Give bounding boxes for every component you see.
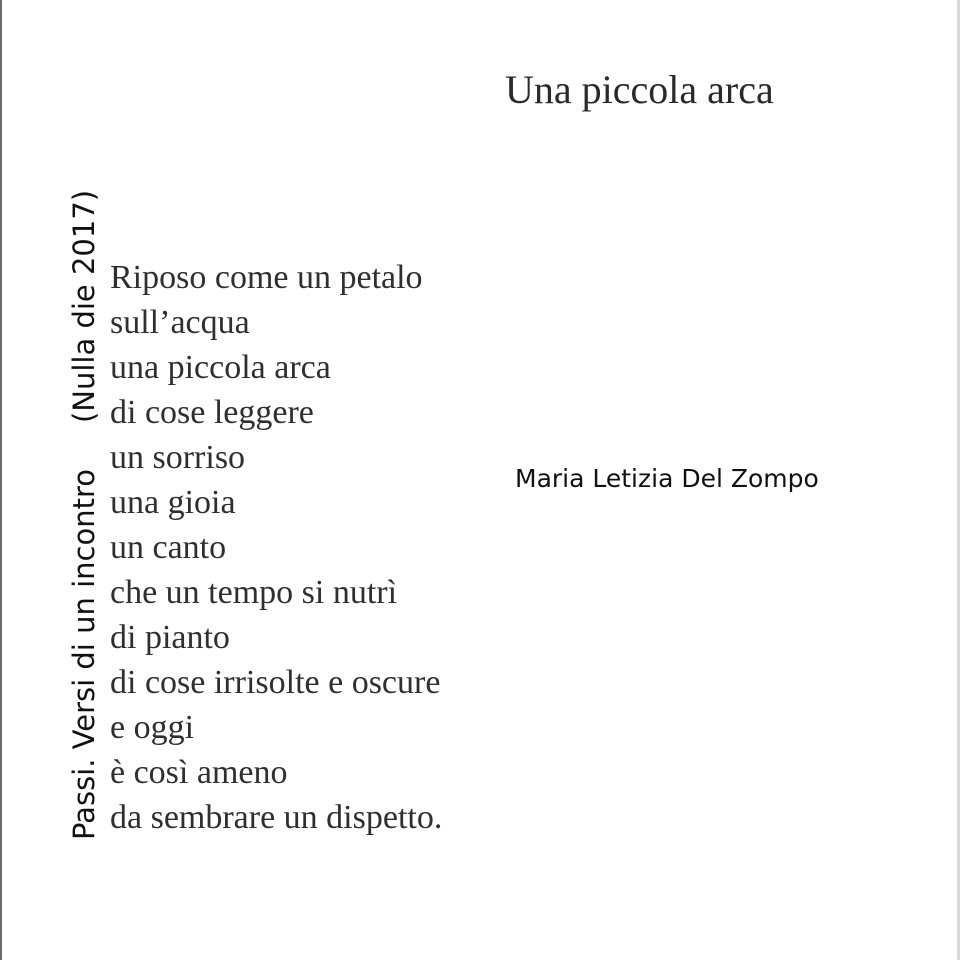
poem-line: di pianto — [110, 619, 230, 656]
poem-line: è così ameno — [110, 754, 288, 791]
collection-title: Passi. Versi di un incontro — [67, 469, 101, 840]
poem-line: una gioia — [110, 484, 236, 521]
poem-line: di cose irrisolte e oscure — [110, 664, 441, 701]
poem-line: Riposo come un petalo — [110, 259, 423, 296]
poem-line: sull’acqua — [110, 304, 250, 341]
poem-line: un canto — [110, 529, 227, 566]
poem-line: di cose leggere — [110, 394, 314, 431]
publisher-note: (Nulla die 2017) — [67, 189, 101, 424]
poem-line: e oggi — [110, 709, 195, 746]
page-left-edge — [0, 0, 2, 960]
poem-line: da sembrare un dispetto. — [110, 799, 443, 836]
poem-line: una piccola arca — [110, 349, 331, 386]
author-name: Maria Letizia Del Zompo — [515, 464, 819, 493]
vertical-caption — [67, 189, 101, 840]
poem-body — [110, 255, 442, 840]
poem-title: Una piccola arca — [505, 67, 774, 112]
poem-line: un sorriso — [110, 439, 246, 476]
poem-line: che un tempo si nutrì — [110, 574, 398, 611]
